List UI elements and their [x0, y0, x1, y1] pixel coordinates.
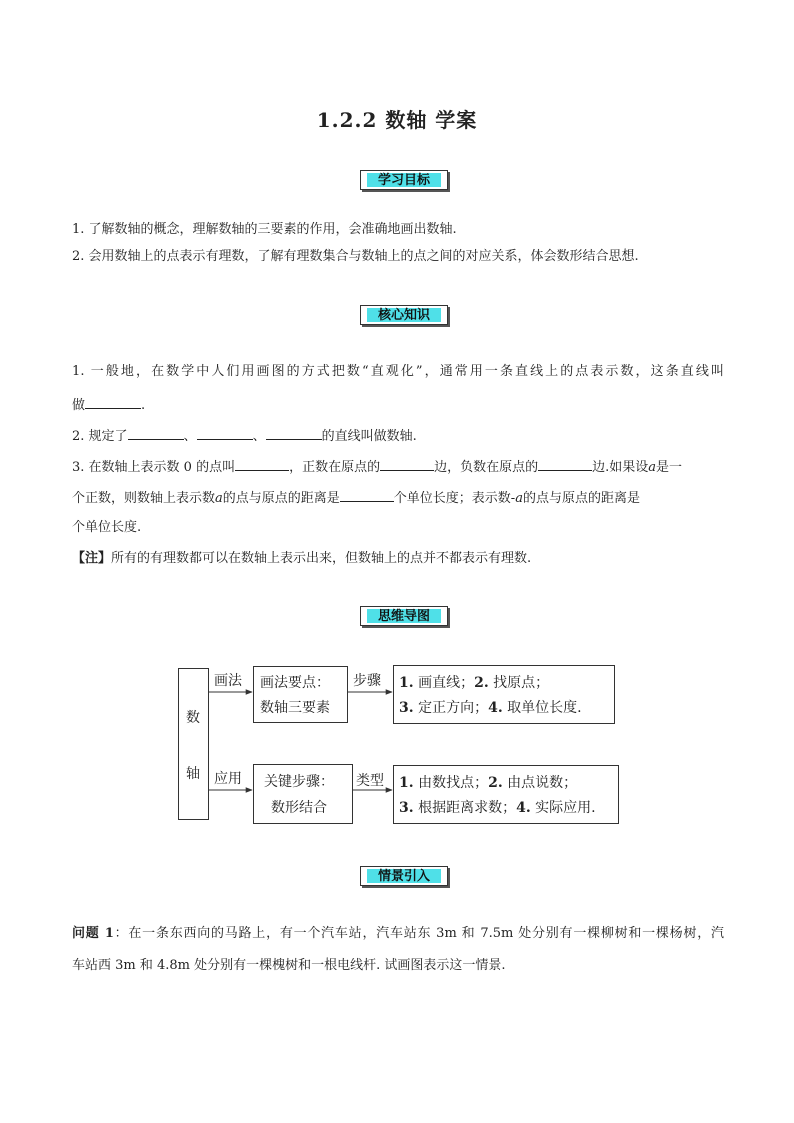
note-label: 【注】 — [72, 551, 112, 566]
mindmap-branch1-result-line1 — [399, 672, 549, 694]
mindmap-branch2-result-line2 — [399, 797, 596, 819]
knowledge-p4-d: 的点与原点的距离是 — [522, 491, 640, 506]
knowledge-p3-a: 3. 在数轴上表示数 0 的点叫 — [72, 460, 236, 475]
mindmap-branch1-arrow-label: 步骤 — [353, 673, 381, 689]
b1r2-run-0: 3. — [399, 700, 414, 716]
var-a-1: a — [648, 460, 657, 475]
b2r2-run-2: 4. — [516, 800, 531, 816]
knowledge-p3-b: ，正数在原点的 — [289, 460, 381, 475]
section-label-scenario — [360, 866, 448, 886]
note-text: 所有的有理数都可以在数轴上表示出来，但数轴上的点并不都表示有理数. — [111, 551, 532, 566]
b1r1-run-2: 2. — [474, 675, 489, 691]
knowledge-p2-sep2: 、 — [252, 429, 266, 444]
b1r1-run-3: 找原点； — [488, 675, 550, 691]
mindmap-root-top: 数 — [186, 710, 200, 726]
knowledge-p4-b: 的点与原点的距离是 — [222, 491, 340, 506]
section-label-scenario-text: 情景引入 — [367, 869, 441, 883]
knowledge-p3-line3: 个单位长度. — [72, 520, 142, 535]
knowledge-p2-prefix: 2. 规定了 — [72, 429, 128, 444]
mindmap-branch2-arrow-label: 类型 — [356, 773, 384, 789]
var-a-3: a — [515, 491, 523, 506]
mindmap-branch1-result-line2 — [399, 697, 582, 719]
b1r2-run-2: 4. — [488, 700, 503, 716]
section-label-mindmap-text: 思维导图 — [367, 609, 441, 623]
mindmap-branch1-box — [253, 666, 348, 723]
mindmap-branch2-result-line1 — [399, 772, 577, 794]
knowledge-p4-a: 个正数，则数轴上表示数 — [72, 491, 216, 506]
mindmap-branch2-label: 应用 — [214, 771, 242, 787]
mindmap-branch2-box — [253, 764, 353, 824]
knowledge-p1-line1: 1. 一般地，在数学中人们用画图的方式把数“直观化”，通常用一条直线上的点表示数，这条直线叫 — [72, 364, 724, 379]
b2r2-run-3: 实际应用. — [530, 800, 596, 816]
knowledge-p3-d: 边.如果设 — [592, 460, 649, 475]
b2r1-run-3: 由点说数； — [502, 775, 578, 791]
question-label: 问题 1 — [72, 926, 114, 941]
var-a-2: a — [215, 491, 223, 506]
mindmap-root-bottom: 轴 — [186, 766, 200, 782]
mindmap-branch1-box-line2: 数轴三要素 — [260, 700, 330, 716]
knowledge-p2-suffix: 的直线叫做数轴. — [321, 429, 417, 444]
scenario-line2: 车站西 3m 和 4.8m 处分别有一棵槐树和一根电线杆. 试画图表示这一情景. — [72, 958, 506, 973]
mindmap-branch1-result-box — [393, 665, 615, 724]
question-text-line1: ：在一条东西向的马路上，有一个汽车站，汽车站东 3m 和 7.5m 处分别有一棵柳树和一棵杨树，汽 — [113, 926, 724, 941]
b1r2-run-1: 定正方向； — [413, 700, 489, 716]
mindmap-branch1-box-line1: 画法要点： — [260, 675, 330, 691]
b1r1-run-0: 1. — [399, 675, 414, 691]
b2r1-run-2: 2. — [488, 775, 503, 791]
knowledge-p3-e: 是一 — [656, 460, 683, 475]
page-title: 1.2.2 数轴 学案 — [316, 108, 478, 132]
b2r1-run-0: 1. — [399, 775, 414, 791]
b2r2-run-1: 根据距离求数； — [413, 800, 517, 816]
b1r1-run-1: 画直线； — [413, 675, 475, 691]
mindmap-branch2-box-line1: 关键步骤： — [264, 774, 334, 790]
section-label-knowledge-text: 核心知识 — [367, 308, 441, 322]
goal-item-1: 1. 了解数轴的概念，理解数轴的三要素的作用，会准确地画出数轴. — [72, 222, 457, 237]
knowledge-p2-sep1: 、 — [183, 429, 197, 444]
knowledge-p1-end: . — [141, 398, 146, 413]
b2r1-run-1: 由数找点； — [413, 775, 489, 791]
b2r2-run-0: 3. — [399, 800, 414, 816]
knowledge-p4-c: 个单位长度；表示数- — [393, 491, 516, 506]
knowledge-p3-c: 边，负数在原点的 — [434, 460, 539, 475]
knowledge-p1-prefix: 做 — [72, 398, 86, 413]
mindmap-branch1-label: 画法 — [214, 673, 242, 689]
mindmap-branch2-box-line2: 数形结合 — [271, 800, 327, 816]
goal-item-2: 2. 会用数轴上的点表示有理数，了解有理数集合与数轴上的点之间的对应关系，体会数形结合思想. — [72, 249, 639, 264]
section-label-goals-text: 学习目标 — [367, 173, 441, 187]
mindmap-branch2-result-box — [393, 765, 619, 824]
scenario-line1 — [72, 926, 724, 942]
b1r2-run-3: 取单位长度. — [502, 700, 582, 716]
